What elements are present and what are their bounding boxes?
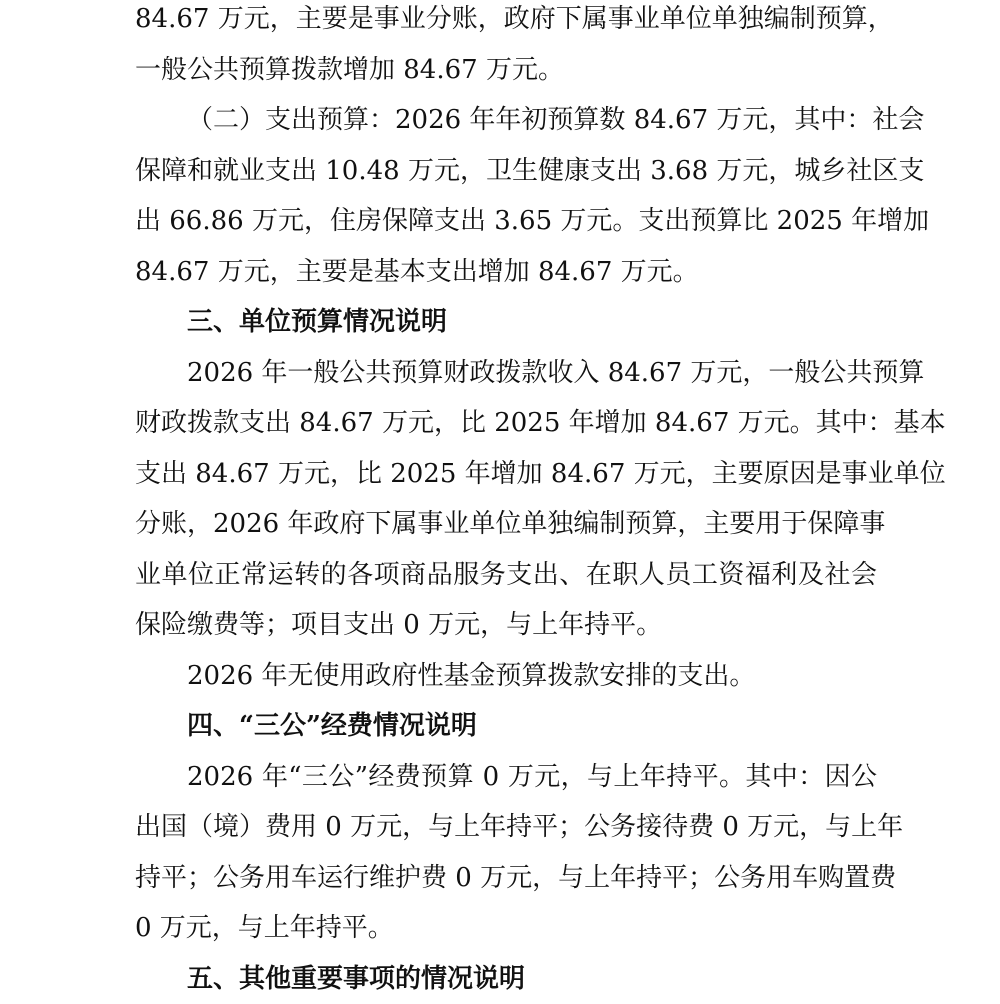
text-line: 2026 年“三公”经费预算 0 万元，与上年持平。其中：因公 bbox=[135, 752, 877, 803]
text-line: 财政拨款支出 84.67 万元，比 2025 年增加 84.67 万元。其中：基本 bbox=[135, 398, 877, 449]
text-line: 一般公共预算拨款增加 84.67 万元。 bbox=[135, 45, 877, 96]
text-line: 保险缴费等；项目支出 0 万元，与上年持平。 bbox=[135, 600, 877, 651]
text-line: 保障和就业支出 10.48 万元，卫生健康支出 3.68 万元，城乡社区支 bbox=[135, 146, 877, 197]
text-line: （二）支出预算：2026 年年初预算数 84.67 万元，其中：社会 bbox=[135, 95, 877, 146]
text-line: 分账，2026 年政府下属事业单位单独编制预算，主要用于保障事 bbox=[135, 499, 877, 550]
text-line: 持平；公务用车运行维护费 0 万元，与上年持平；公务用车购置费 bbox=[135, 853, 877, 904]
text-line: 出 66.86 万元，住房保障支出 3.65 万元。支出预算比 2025 年增加 bbox=[135, 196, 877, 247]
document-page bbox=[135, 0, 877, 1004]
text-line: 84.67 万元，主要是基本支出增加 84.67 万元。 bbox=[135, 247, 877, 298]
text-line: 2026 年无使用政府性基金预算拨款安排的支出。 bbox=[135, 651, 877, 702]
text-line: 2026 年一般公共预算财政拨款收入 84.67 万元，一般公共预算 bbox=[135, 348, 877, 399]
text-line: 支出 84.67 万元，比 2025 年增加 84.67 万元，主要原因是事业单位 bbox=[135, 449, 877, 500]
section-heading: 四、“三公”经费情况说明 bbox=[135, 701, 877, 752]
text-line: 84.67 万元，主要是事业分账，政府下属事业单位单独编制预算， bbox=[135, 0, 877, 45]
section-heading: 五、其他重要事项的情况说明 bbox=[135, 954, 877, 1004]
text-line: 业单位正常运转的各项商品服务支出、在职人员工资福利及社会 bbox=[135, 550, 877, 601]
section-heading: 三、单位预算情况说明 bbox=[135, 297, 877, 348]
text-line: 0 万元，与上年持平。 bbox=[135, 903, 877, 954]
text-line: 出国（境）费用 0 万元，与上年持平；公务接待费 0 万元，与上年 bbox=[135, 802, 877, 853]
